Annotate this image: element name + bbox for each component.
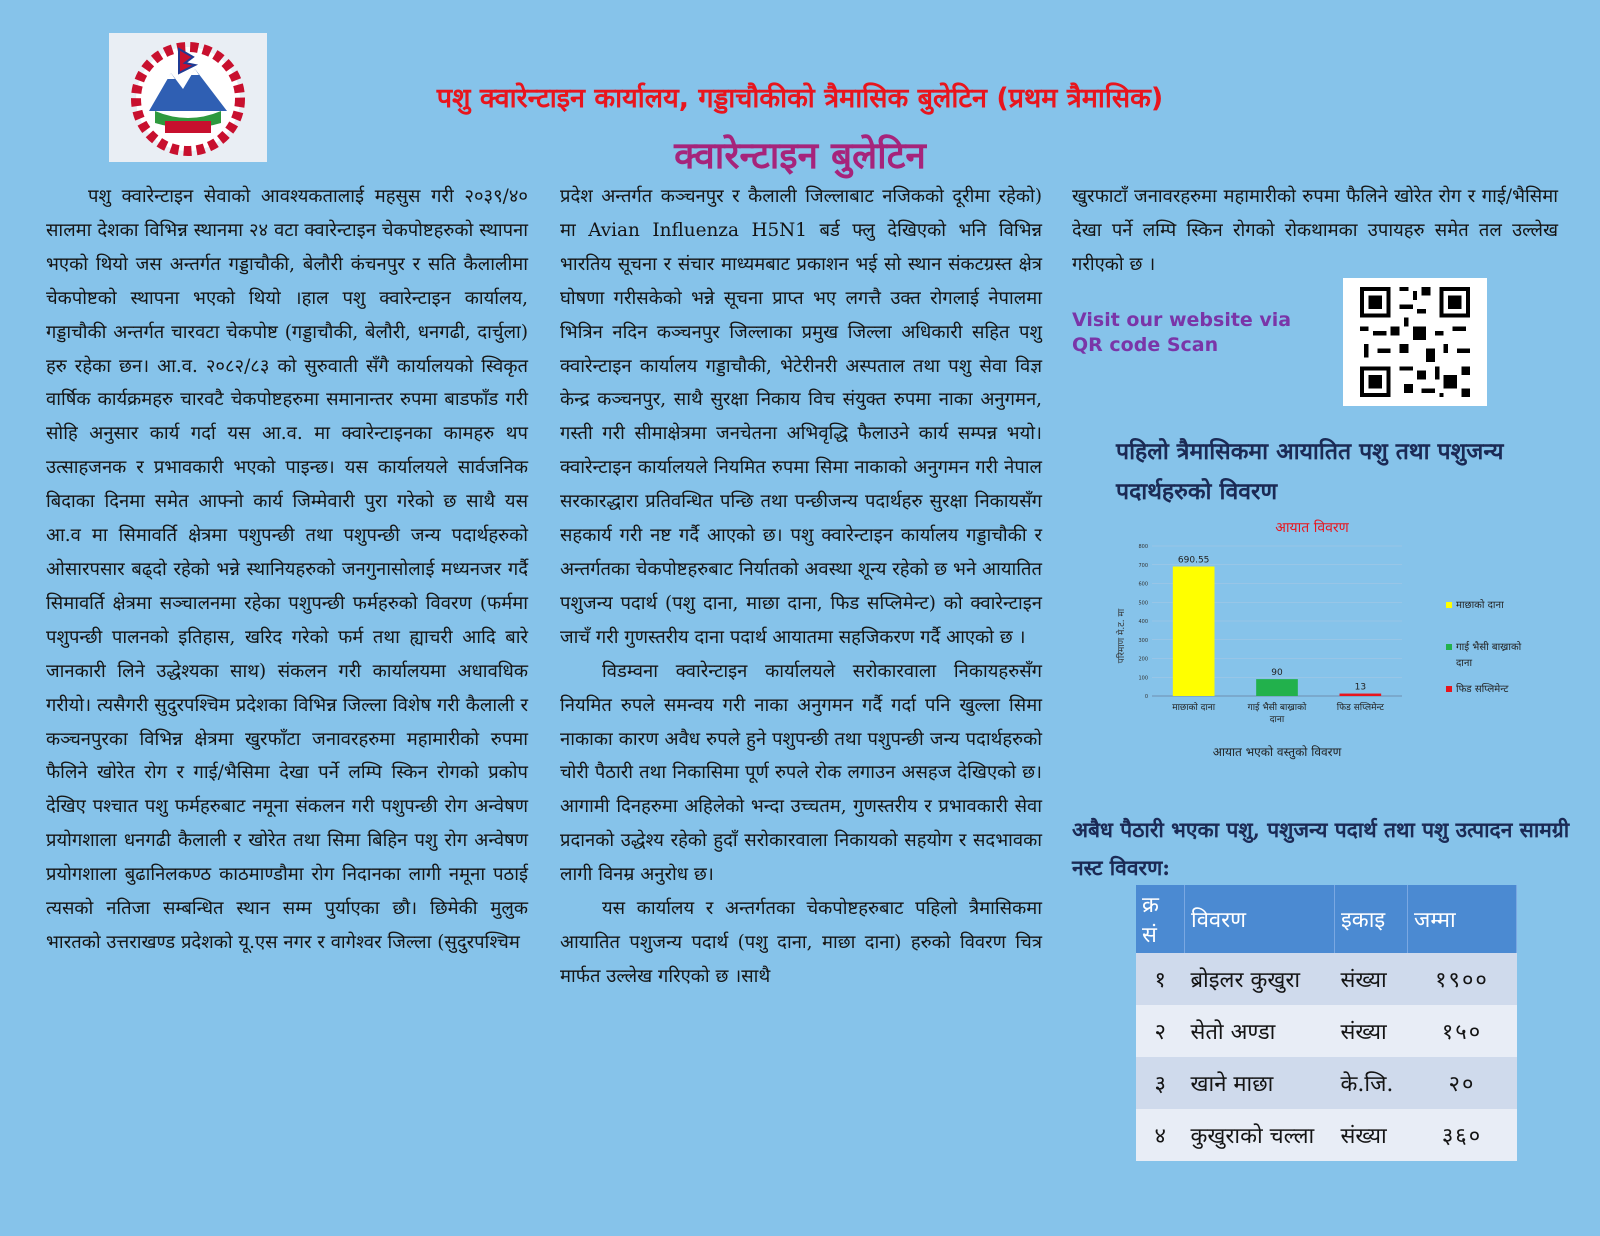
chart-legend	[1446, 599, 1522, 695]
column-header-sn: क्र सं	[1136, 885, 1185, 953]
data-label: 690.55	[1177, 555, 1210, 566]
table-row	[1136, 1057, 1517, 1109]
article-column-1	[46, 180, 528, 960]
cell-sn: १	[1136, 953, 1185, 1005]
article-paragraph: खुरफाटाँ जनावरहरुमा महामारीको रुपमा फैलिने खोरेत रोग र गाई/भैसिमा देखा पर्ने लम्पि स्किन रोगको रोकथामका उपायहरु समेत तल उल्लेख गरीएको छ ।	[1072, 186, 1558, 275]
article-column-3	[1072, 180, 1558, 282]
cell-item: कुखुराको चल्ला	[1185, 1109, 1335, 1161]
article-paragraph: प्रदेश अन्तर्गत कञ्चनपुर र कैलाली जिल्लाबाट नजिकको दूरीमा रहेको) मा Avian Influenza H5N1 बर्ड फ्लु देखिएको भनि विभिन्न भारतिय सूचना र संचार माध्यमबाट प्रकाशन भई सो स्थान संकटग्रस्त क्षेत्र घोषणा गरीसकेको भन्ने सूचना प्राप्त भए लगत्तै उक्त रोगलाई नेपालमा भित्रिन नदिन कञ्चनपुर जिल्लाका प्रमुख जिल्ला अधिकारी सहित पशु क्वारेन्टाइन कार्यालय गड्डाचौकी, भेटेरीनरी अस्पताल तथा पशु सेवा विज्ञ केन्द्र कञ्चनपुर, साथै सुरक्षा निकाय विच संयुक्त रुपमा नाका अनुगमन, गस्ती गरी सीमाक्षेत्रमा जनचेतना अभिवृद्धि फैलाउने कार्य सम्पन्न भयो। क्वारेन्टाइन कार्यालयले नियमित रुपमा सिमा नाकाको अनुगमन गरी नेपाल सरकारद्धारा प्रतिवन्धित पन्छि तथा पन्छीजन्य पदार्थहरु सुरक्षा निकायसँग सहकार्य गरी नष्ट गर्दै आएको छ। पशु क्वारेन्टाइन कार्यालय गड्डाचौकी र अन्तर्गतका चेकपोष्टहरुबाट निर्यातको अवस्था शून्य रहेको छ भने आयातित पशुजन्य पदार्थ (पशु दाना, माछा दाना, फिड सप्लिमेन्ट) को क्वारेन्टाइन जाचँ गरी गुणस्तरीय दाना पदार्थ आयातमा सहजिकरण गर्दै आएको छ ।	[560, 186, 1042, 648]
column-header-total: जम्मा	[1408, 885, 1517, 953]
data-label: 13	[1354, 682, 1367, 693]
cell-sn: २	[1136, 1005, 1185, 1057]
article-column-2	[560, 180, 1042, 994]
cell-sn: ४	[1136, 1109, 1185, 1161]
y-tick-label: 600	[1138, 581, 1148, 588]
cell-item: खाने माछा	[1185, 1057, 1335, 1109]
column-header-item: विवरण	[1185, 885, 1335, 953]
y-tick-label: 500	[1138, 600, 1148, 607]
article-paragraph: पशु क्वारेन्टाइन सेवाको आवश्यकतालाई महसुस गरी २०३९/४० सालमा देशका विभिन्न स्थानमा २४ वटा क्वारेन्टाइन चेकपोष्टहरुको स्थापना भएको थियो जस अन्तर्गत गड्डाचौकी, बेलौरी कंचनपुर र सति कैलालीमा चेकपोष्टको स्थापना भएको थियो ।हाल पशु क्वारेन्टाइन कार्यालय, गड्डाचौकी अन्तर्गत चारवटा चेकपोष्ट (गड्डाचौकी, बेलौरी, धनगढी, दार्चुला) हरु रहेका छन। आ.व. २०८२/८३ को सुरुवाती सँगै कार्यालयको स्विकृत वार्षिक कार्यक्रमहरु चारवटै चेकपोष्टहरुमा समानान्तर रुपमा बाडफाँड गरी सोहि अनुसार कार्य गर्दा यस आ.व. मा क्वारेन्टाइनका कामहरु थप उत्साहजनक र प्रभावकारी भएको पाइन्छ। यस कार्यालयले सार्वजनिक बिदाका दिनमा समेत आफ्नो कार्य जिम्मेवारी पुरा गरेको छ साथै यस आ.व मा सिमावर्ति क्षेत्रमा पशुपन्छी तथा पशुपन्छी जन्य पदार्थहरुको ओसारपसार बढ्दो रहेको भन्ने स्थानियहरुको जनगुनासोलाई मध्यनजर गर्दै सिमावर्ति क्षेत्रमा सञ्चालनमा रहेका पशुपन्छी फर्महरुको विवरण (फर्ममा पशुपन्छी पालनको इतिहास, खरिद गरेको फर्म तथा ह्याचरी आदि बारे जानकारी लिने उद्धेश्यका साथ) संकलन गरी कार्यालयमा अधावधिक गरीयो। त्यसैगरी सुदुरपश्चिम प्रदेशका विभिन्न जिल्ला विशेष गरी कैलाली र कञ्चनपुरका विभिन्न क्षेत्रमा खुरफाँटा जनावरहरुमा महामारीको रुपमा फैलिने खोरेत रोग र गाई/भैसिमा देखा पर्ने लम्पि स्किन रोगको प्रकोप देखिए पश्चात पशु फर्महरुबाट नमूना संकलन गरी पशुपन्छी रोग अन्वेषण प्रयोगशाला धनगढी कैलाली र खोरेत तथा सिमा बिहिन पशु रोग अन्वेषण प्रयोगशाला बुढानिलकण्ठ काठमाण्डौमा रोग निदानका लागी नमूना पठाई त्यसको नतिजा सम्बन्धित स्थान सम्म पुर्याएका छौ। छिमेकी मुलुक भारतको उत्तराखण्ड प्रदेशको यू.एस नगर र वागेश्वर जिल्ला (सुदुरपश्चिम	[46, 186, 528, 953]
table-row	[1136, 1005, 1517, 1057]
article-paragraph: यस कार्यालय र अन्तर्गतका चेकपोष्टहरुबाट पहिलो त्रैमासिकमा आयातित पशुजन्य पदार्थ (पशु दाना, माछा दाना) हरुको विवरण चित्र मार्फत उल्लेख गरिएको छ ।साथै	[560, 898, 1042, 987]
y-tick-label: 100	[1138, 675, 1148, 682]
y-tick-label: 800	[1138, 544, 1148, 550]
chart-title: आयात विवरण	[1275, 520, 1349, 536]
cell-unit: संख्या	[1335, 953, 1408, 1005]
legend-label: दाना	[1456, 658, 1473, 669]
destroy-section-heading: अबैध पैठारी भएका पशु, पशुजन्य पदार्थ तथा पशु उत्पादन सामग्री नस्ट विवरण:	[1072, 817, 1570, 880]
y-axis-label: परिमाण मे.ट. मा	[1117, 608, 1127, 664]
legend-label: माछाको दाना	[1456, 600, 1504, 611]
import-bar-chart	[1112, 518, 1582, 778]
qr-code-icon	[1343, 278, 1487, 406]
bulletin-title: पशु क्वारेन्टाइन कार्यालय, गड्डाचौकीको त्रैमासिक बुलेटिन (प्रथम त्रैमासिक)	[436, 83, 1164, 114]
cell-total: १५०	[1408, 1005, 1517, 1057]
chart-bars	[1173, 556, 1381, 696]
column-header-unit: इकाइ	[1335, 885, 1408, 953]
cell-total: २०	[1408, 1057, 1517, 1109]
nepal-government-emblem-icon	[109, 33, 267, 162]
x-tick-label: दाना	[1269, 715, 1285, 725]
cell-item: सेतो अण्डा	[1185, 1005, 1335, 1057]
cell-item: ब्रोइलर कुखुरा	[1185, 953, 1335, 1005]
cell-unit: संख्या	[1335, 1109, 1408, 1161]
table-row	[1136, 1109, 1517, 1161]
legend-swatch	[1446, 644, 1452, 650]
bulletin-subtitle: क्वारेन्टाइन बुलेटिन	[674, 134, 926, 177]
table-header-row	[1136, 885, 1517, 953]
x-tick-label: गाई भैसी बाख्राको	[1247, 703, 1307, 713]
y-tick-label: 300	[1138, 637, 1148, 644]
logo	[109, 33, 267, 162]
bar-2	[1256, 679, 1298, 696]
y-tick-label: 200	[1138, 656, 1148, 663]
y-tick-label: 700	[1138, 562, 1148, 569]
cell-unit: के.जि.	[1335, 1057, 1408, 1109]
x-tick-label: फिड सप्लिमेन्ट	[1336, 703, 1384, 713]
cell-sn: ३	[1136, 1057, 1185, 1109]
qr-code[interactable]	[1343, 278, 1487, 406]
chart-section-heading: पहिलो त्रैमासिकमा आयातित पशु तथा पशुजन्य पदार्थहरुको विवरण	[1116, 438, 1504, 505]
bar-3	[1340, 694, 1382, 696]
y-tick-label: 400	[1138, 619, 1148, 625]
table-row	[1136, 953, 1517, 1005]
chart-x-labels	[1172, 701, 1384, 725]
y-tick-label: 0	[1144, 694, 1148, 700]
data-label: 90	[1271, 668, 1283, 679]
qr-caption: Visit our website via QR code Scan	[1072, 309, 1292, 356]
legend-swatch	[1446, 686, 1452, 692]
destroy-table	[1136, 885, 1517, 1161]
x-tick-label: माछाको दाना	[1172, 703, 1216, 713]
x-axis-label: आयात भएको वस्तुको विवरण	[1212, 745, 1342, 759]
cell-total: ३६०	[1408, 1109, 1517, 1161]
legend-label: गाई भैसी बाख्राको	[1456, 642, 1522, 653]
bar-1	[1173, 567, 1215, 696]
legend-label: फिड सप्लिमेन्ट	[1456, 684, 1509, 695]
article-paragraph: विडम्वना क्वारेन्टाइन कार्यालयले सरोकारवाला निकायहरुसँग नियमित रुपले समन्वय गरी नाका अनुगमन गर्दै गर्दा पनि खुल्ला सिमा नाकाका कारण अवैध रुपले हुने पशुपन्छी तथा पशुपन्छी जन्य पदार्थहरुको चोरी पैठारी तथा निकासिमा पूर्ण रुपले रोक लगाउन असहज देखिएको छ। आगामी दिनहरुमा अहिलेको भन्दा उच्चतम, गुणस्तरीय र प्रभावकारी सेवा प्रदानको उद्धेश्य रहेको हुदाँ सरोकारवाला निकायको सहयोग र सदभावका लागी विनम्र अनुरोध छ।	[560, 660, 1042, 886]
cell-total: १९००	[1408, 953, 1517, 1005]
chart-y-ticks	[1138, 544, 1148, 700]
legend-swatch	[1446, 602, 1452, 608]
cell-unit: संख्या	[1335, 1005, 1408, 1057]
